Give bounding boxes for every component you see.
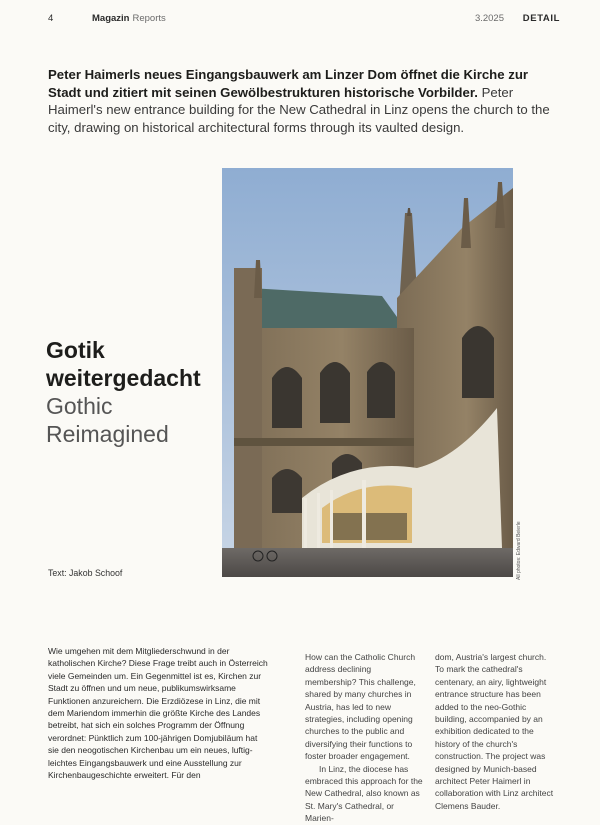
body-english-paragraph-2: In Linz, the diocese has embraced this approach for the New Cathedral, also known as St. Mary's Cathedral, or Marien- xyxy=(305,763,423,824)
body-english-col1 xyxy=(305,651,423,825)
title-german-line1: Gotik xyxy=(46,337,105,363)
section-label xyxy=(92,13,166,24)
page-number: 4 xyxy=(48,13,54,24)
cathedral-photo xyxy=(222,168,513,577)
brand-logo: DETAIL xyxy=(522,13,560,24)
intro-german: Peter Haimerls neues Eingangsbauwerk am Linzer Dom öffnet die Kirche zur Stadt und zitiert mit seinen Gewölbestrukturen historische Vorbilder. xyxy=(48,67,529,100)
page-header xyxy=(48,13,560,27)
photo-credit: All photos: Edward Beierle xyxy=(516,521,522,580)
title-german-line2: weitergedacht xyxy=(46,365,201,391)
section-name: Magazin xyxy=(92,13,130,24)
subsection-name: Reports xyxy=(132,13,166,24)
intro-text xyxy=(48,66,553,136)
article-title xyxy=(46,336,201,448)
title-english-line1: Gothic xyxy=(46,393,113,419)
issue-number: 3.2025 xyxy=(474,13,504,24)
author-byline: Text: Jakob Schoof xyxy=(48,568,123,578)
intro-english: Peter Haimerl's new entrance building for the New Cathedral in Linz opens the church to the city, drawing on historical architectural forms through its vaulted design. xyxy=(48,84,550,135)
body-english-paragraph-3: dom, Austria's largest church. To mark the cathedral's centenary, an airy, lightweight entrance structure has been added to the neo-Gothic building, accompanied by an exhibition dedicated to the history of the church's construction. The project was designed by Munich-based architect Peter Haimerl in collaboration with Linz architect Clemens Bauder. xyxy=(435,652,554,811)
title-english-line2: Reimagined xyxy=(46,421,169,447)
body-english-col2 xyxy=(435,651,555,812)
body-english-paragraph-1: How can the Catholic Church address declining membership? This challenge, shared by many churches in Austria, has led to new strategies, including opening churches to the public and diversifying their functions to foster broader engagement. xyxy=(305,652,416,762)
body-german xyxy=(48,645,270,781)
body-german-paragraph: Wie umgehen mit dem Mitgliederschwund in der katholischen Kirche? Diese Frage treibt auch in Österreich viele Gemeinden um. Ein Gegenmittel ist es, Kirchen zur Stadt zu öffnen und um neue, publikumswirksame Funktionen anzureichern. Die Erzdiözese in Linz, die mit dem Mariendom immerhin die größte Kirche des Landes betreibt, hat sich ein solches Programm der Öffnung verordnet: Pünktlich zum 100-jährigen Domjubiläum hat sie den neogotischen Kirchenbau um ein neues, luftig-leichtes Eingangsbauwerk und eine Ausstellung zur Kirchenbaugeschichte erweitert. Für den xyxy=(48,646,268,781)
